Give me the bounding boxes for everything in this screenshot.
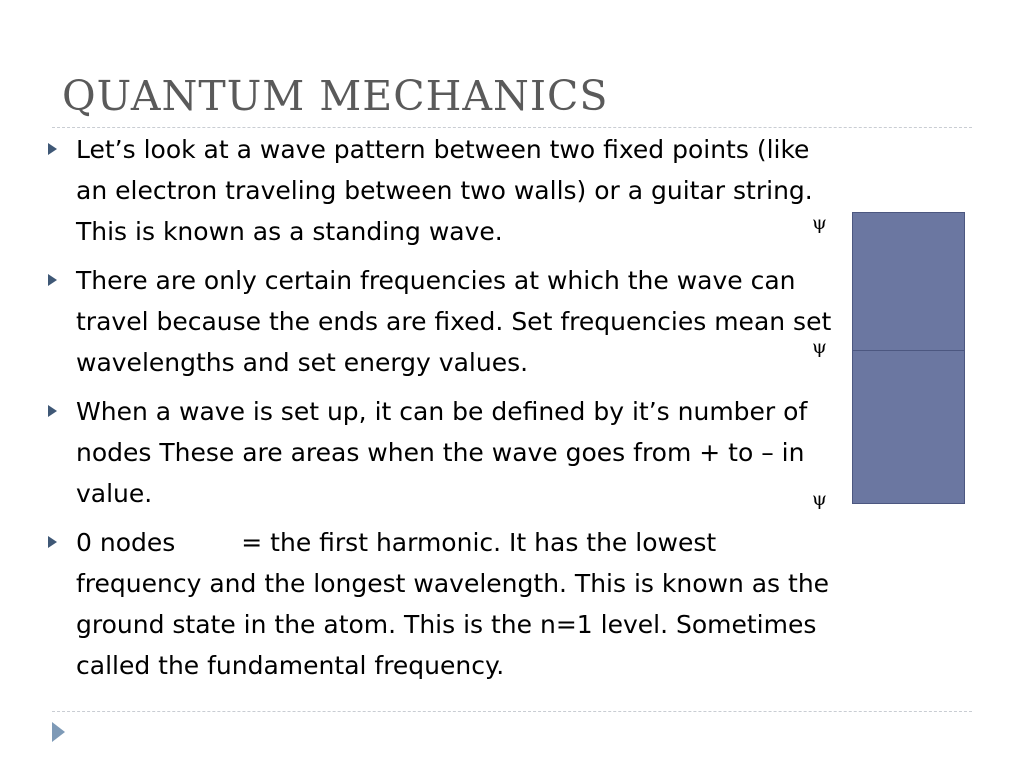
bullet-arrow-icon bbox=[48, 274, 57, 286]
bullet-text: Let’s look at a wave pattern between two fixed points (like an electron traveling between two walls) or a guitar string. This is known as a standing wave. bbox=[76, 135, 813, 246]
bullet-text: There are only certain frequencies at which the wave can travel because the ends are fixed. Set frequencies mean set wavelengths and set energy values. bbox=[76, 266, 832, 377]
bullet-list bbox=[44, 129, 834, 694]
bullet-item bbox=[44, 391, 834, 514]
bullet-arrow-icon bbox=[48, 143, 57, 155]
slide-title: QUANTUM MECHANICS bbox=[62, 72, 609, 120]
bullet-arrow-icon bbox=[48, 536, 57, 548]
bullet-item bbox=[44, 522, 834, 686]
footer-divider bbox=[52, 711, 972, 712]
next-slide-arrow-icon[interactable] bbox=[52, 722, 65, 742]
bullet-text: = the first harmonic. It has the lowest frequency and the longest wavelength. This is known as the ground state in the atom. This is the n=1 level. Sometimes called the fundamental frequency. bbox=[76, 528, 830, 680]
bullet-arrow-icon bbox=[48, 405, 57, 417]
bullet-item bbox=[44, 129, 834, 252]
bullet-text: When a wave is set up, it can be defined by it’s number of nodes These are areas when the wave goes from + to – in value. bbox=[76, 397, 808, 508]
psi-label: ψ bbox=[812, 488, 827, 510]
psi-label: ψ bbox=[812, 336, 827, 358]
bullet-lead: 0 nodes bbox=[76, 528, 176, 557]
title-divider bbox=[52, 127, 972, 128]
bullet-item bbox=[44, 260, 834, 383]
wave-figure-upper-box bbox=[852, 212, 965, 351]
psi-label: ψ bbox=[812, 212, 827, 234]
wave-figure-lower-box bbox=[852, 350, 965, 504]
